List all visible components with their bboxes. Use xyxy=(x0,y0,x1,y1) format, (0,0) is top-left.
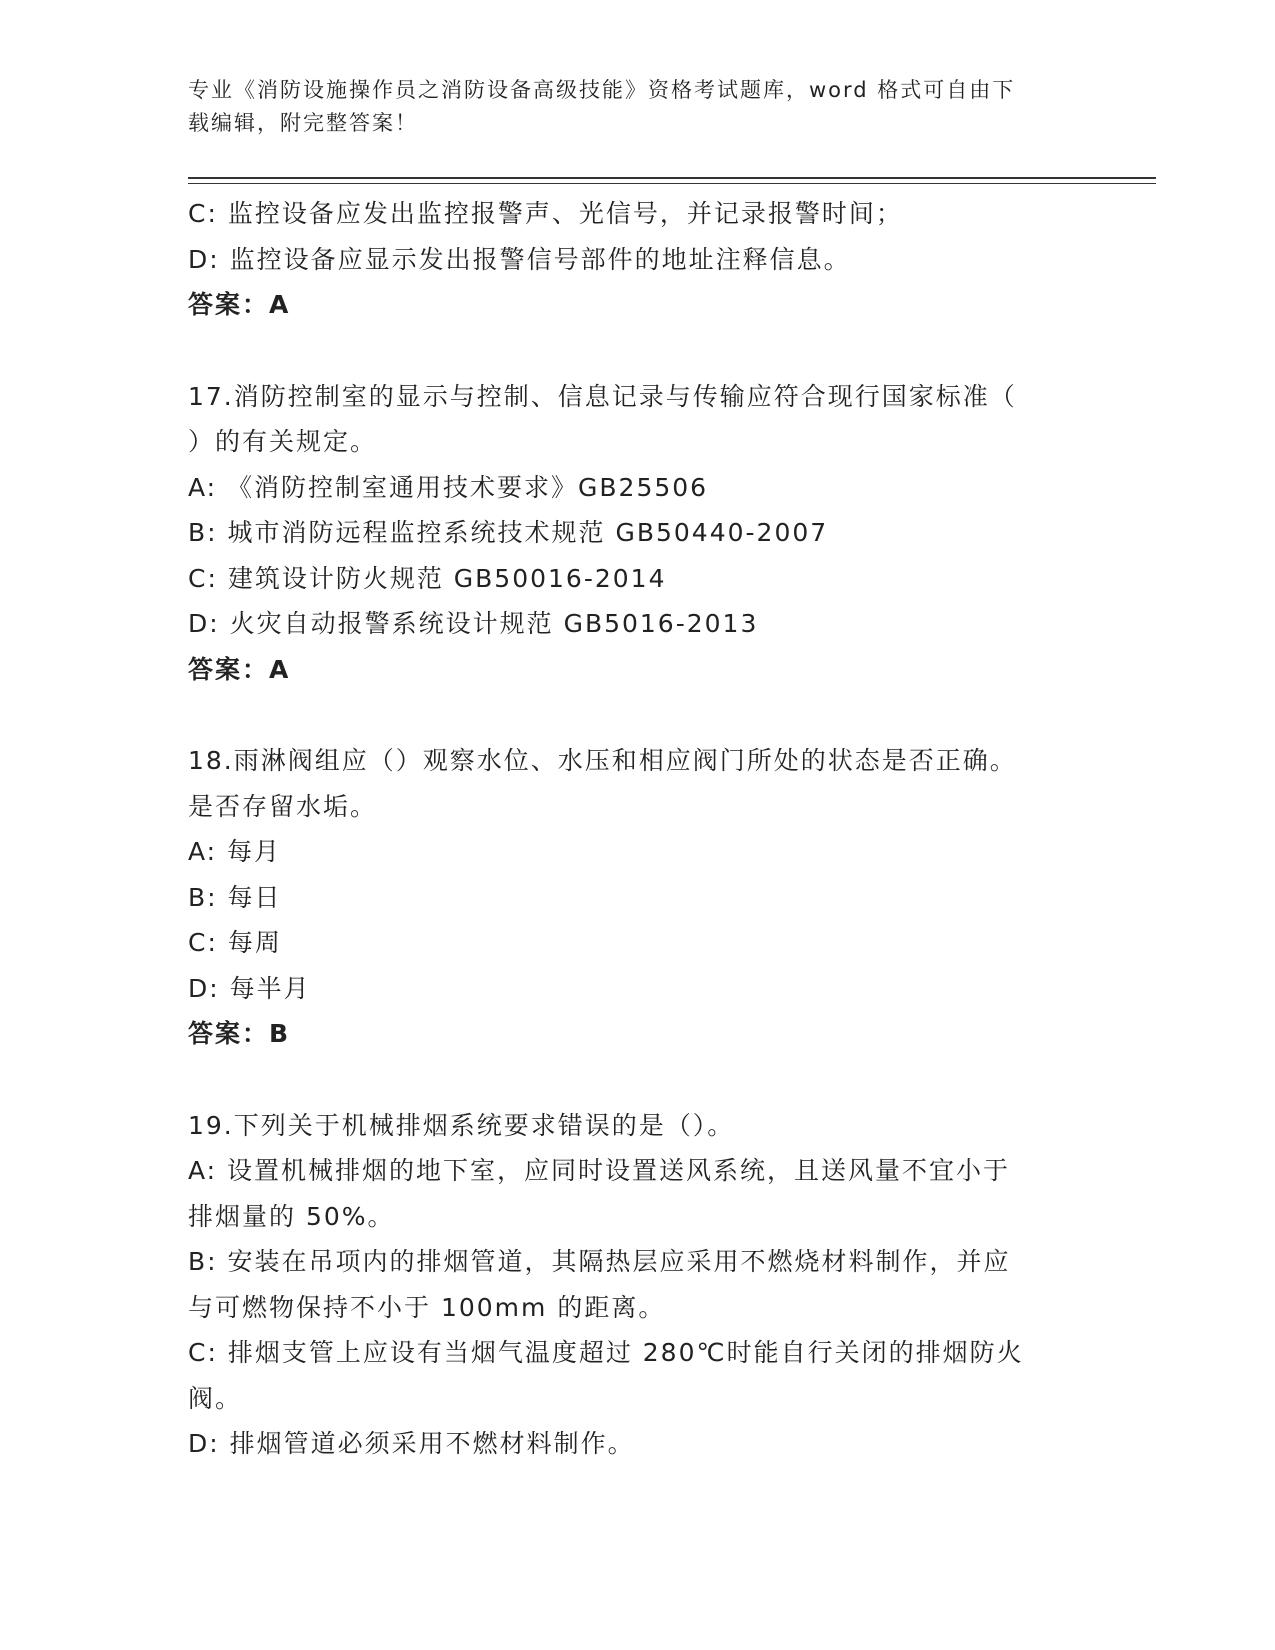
question-17 xyxy=(188,374,1088,693)
answer: 答案：A xyxy=(188,290,291,319)
header-line-1: 专业《消防设施操作员之消防设备高级技能》资格考试题库，word 格式可自由下 xyxy=(188,78,1016,102)
header-rule-thick xyxy=(188,177,1156,179)
option-b: B: 安装在吊项内的排烟管道，其隔热层应采用不燃烧材料制作，并应 xyxy=(188,1247,1011,1276)
question-stem: 18.雨淋阀组应（）观察水位、水压和相应阀门所处的状态是否正确。 xyxy=(188,746,1017,775)
option-a: A: 设置机械排烟的地下室，应同时设置送风系统，且送风量不宜小于 xyxy=(188,1156,1011,1185)
option-c: C: 建筑设计防火规范 GB50016-2014 xyxy=(188,563,667,593)
question-stem: 19.下列关于机械排烟系统要求错误的是（）。 xyxy=(188,1110,735,1140)
option-a-cont: 排烟量的 50%。 xyxy=(188,1201,395,1231)
question-stem: 17.消防控制室的显示与控制、信息记录与传输应符合现行国家标准（ xyxy=(188,381,1017,411)
answer: 答案：A xyxy=(188,654,291,684)
question-16 xyxy=(188,191,1088,328)
option-d: D: 每半月 xyxy=(188,973,311,1003)
question-list xyxy=(188,191,1088,1467)
question-stem-cont: ）的有关规定。 xyxy=(188,427,378,456)
option-c: C: 监控设备应发出监控报警声、光信号，并记录报警时间； xyxy=(188,199,903,228)
option-c: C: 排烟支管上应设有当烟气温度超过 280℃时能自行关闭的排烟防火 xyxy=(188,1338,1024,1367)
answer: 答案：B xyxy=(188,1019,291,1048)
option-b-cont: 与可燃物保持不小于 100mm 的距离。 xyxy=(188,1292,666,1322)
question-18 xyxy=(188,738,1088,1057)
option-d: D: 监控设备应显示发出报警信号部件的地址注释信息。 xyxy=(188,244,851,274)
question-19 xyxy=(188,1103,1088,1467)
option-a: A: 《消防控制室通用技术要求》GB25506 xyxy=(188,472,709,502)
option-a: A: 每月 xyxy=(188,837,282,866)
option-c: C: 每周 xyxy=(188,928,282,957)
option-d: D: 排烟管道必须采用不燃材料制作。 xyxy=(188,1429,635,1458)
option-c-cont: 阀。 xyxy=(188,1383,243,1413)
question-stem-cont: 是否存留水垢。 xyxy=(188,791,378,821)
document-header xyxy=(188,74,1088,140)
option-d: D: 火灾自动报警系统设计规范 GB5016-2013 xyxy=(188,609,759,638)
header-rule-thin xyxy=(188,183,1156,184)
option-b: B: 城市消防远程监控系统技术规范 GB50440-2007 xyxy=(188,518,829,547)
header-line-2: 载编辑，附完整答案！ xyxy=(188,111,418,135)
option-b: B: 每日 xyxy=(188,882,282,912)
